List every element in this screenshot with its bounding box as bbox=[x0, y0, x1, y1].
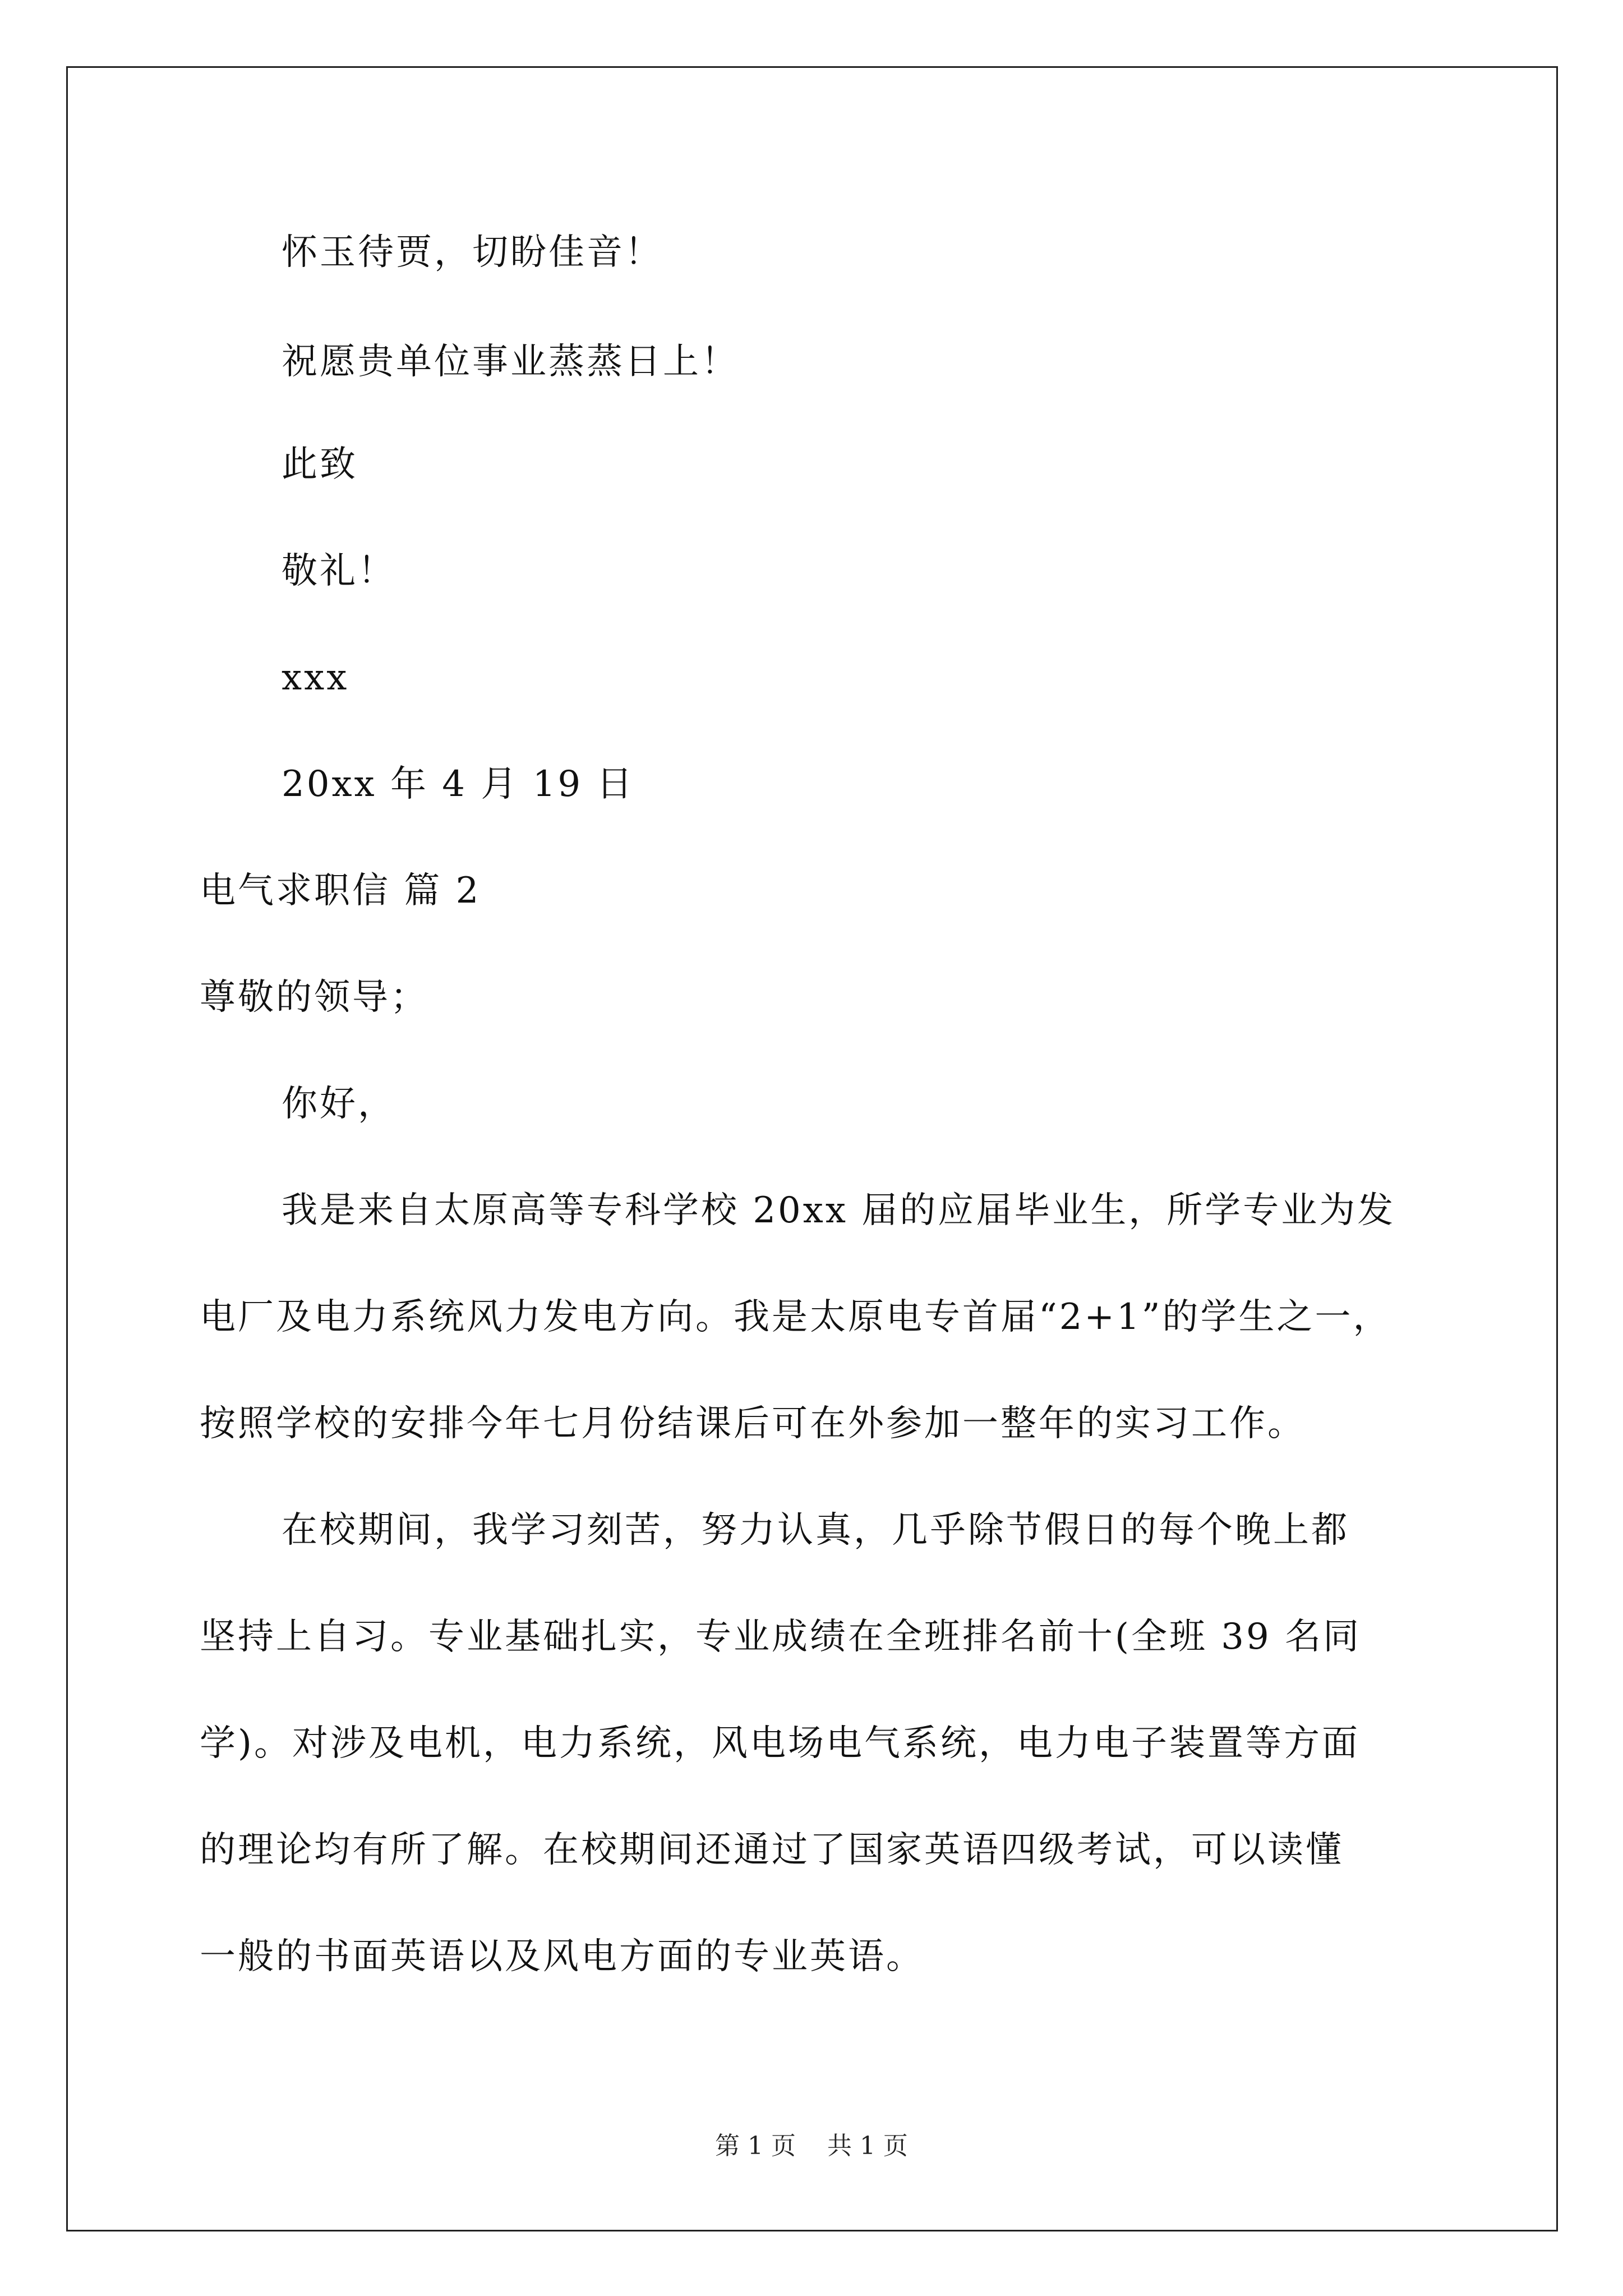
signature: xxx bbox=[282, 657, 349, 698]
greeting: 你好， bbox=[282, 1083, 396, 1125]
paragraph-2-line-3: 学)。对涉及电机，电力系统，风电场电气系统，电力电子装置等方面 bbox=[200, 1723, 1360, 1764]
closing-line-4: 敬礼！ bbox=[282, 550, 396, 592]
closing-line-2: 祝愿贵单位事业蒸蒸日上！ bbox=[282, 341, 739, 383]
paragraph-2-line-4: 的理论均有所了解。在校期间还通过了国家英语四级考试，可以读懂 bbox=[200, 1829, 1344, 1871]
paragraph-2-line-1: 在校期间，我学习刻苦，努力认真，几乎除节假日的每个晚上都 bbox=[282, 1510, 1349, 1551]
paragraph-1-line-1: 我是来自太原高等专科学校 20xx 届的应届毕业生，所学专业为发 bbox=[282, 1190, 1396, 1231]
page-frame bbox=[66, 66, 1558, 2231]
closing-line-1: 怀玉待贾，切盼佳音！ bbox=[282, 232, 663, 273]
paragraph-1-line-3: 按照学校的安排今年七月份结课后可在外参加一整年的实习工作。 bbox=[200, 1403, 1306, 1444]
paragraph-1-line-2: 电厂及电力系统风力发电方向。我是太原电专首届“2+1”的学生之一， bbox=[200, 1296, 1391, 1338]
salutation: 尊敬的领导； bbox=[200, 977, 428, 1018]
section-heading: 电气求职信 篇 2 bbox=[200, 870, 481, 912]
paragraph-2-line-5: 一般的书面英语以及风电方面的专业英语。 bbox=[200, 1936, 924, 1977]
letter-date: 20xx 年 4 月 19 日 bbox=[282, 763, 635, 805]
closing-line-3: 此致 bbox=[282, 444, 358, 485]
page-footer: 第 1 页 共 1 页 bbox=[715, 2132, 908, 2160]
paragraph-2-line-2: 坚持上自习。专业基础扎实，专业成绩在全班排名前十(全班 39 名同 bbox=[200, 1616, 1362, 1658]
